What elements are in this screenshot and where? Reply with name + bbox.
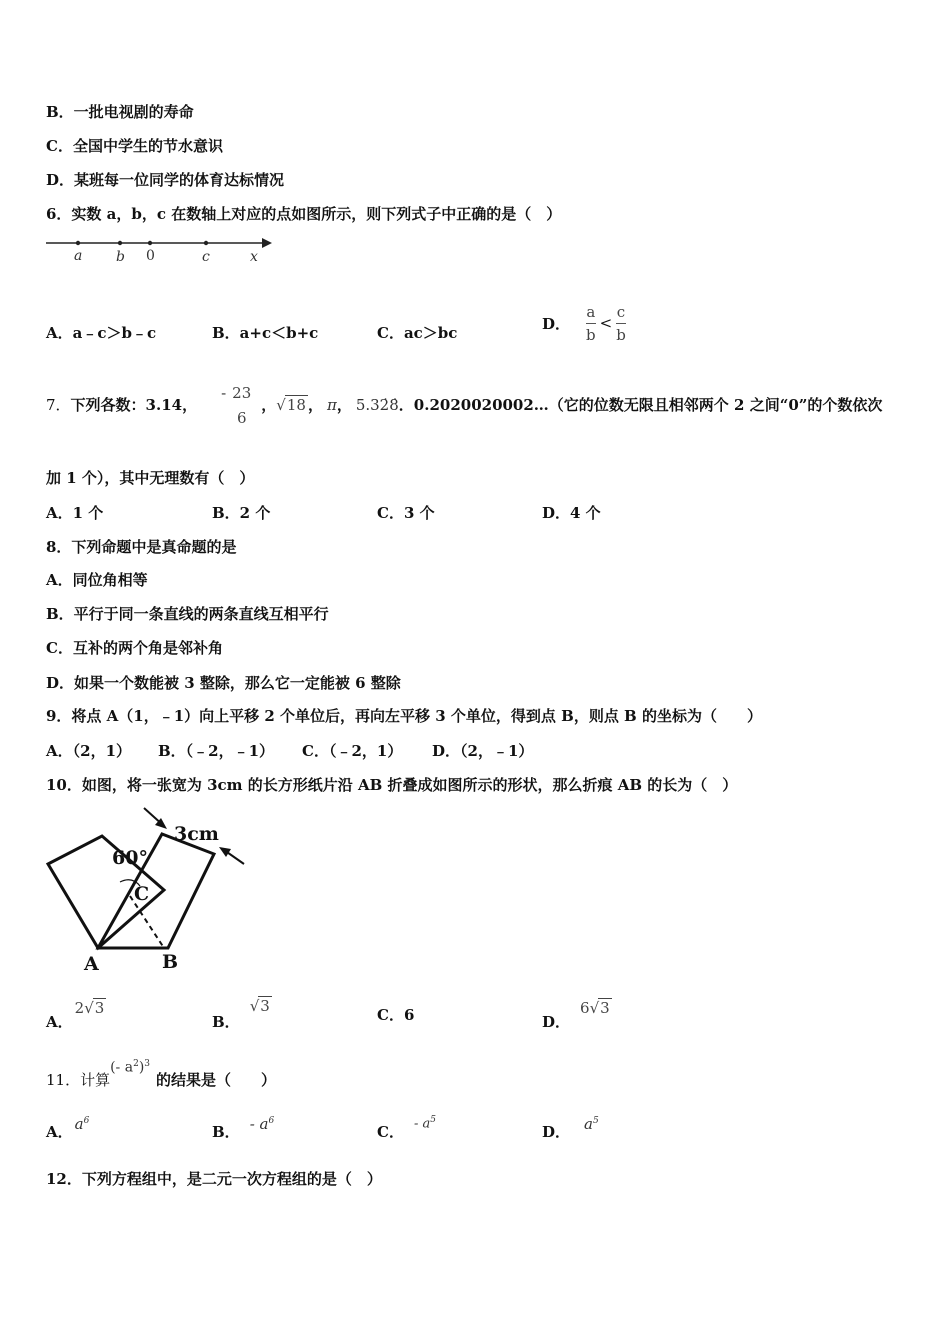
q11-stem-end: 的结果是（ ） [156, 1071, 277, 1089]
q6-option-a: A．a﹣c＞b﹣c [46, 324, 157, 342]
q11-option-d-label: D． [542, 1123, 571, 1141]
q8-option-a: A．同位角相等 [46, 571, 148, 589]
q7-comma-2: ， [307, 396, 323, 414]
label-c: c [202, 249, 210, 265]
q11-c-exp: 5 [430, 1114, 436, 1125]
q5-option-b: B．一批电视剧的寿命 [46, 103, 194, 121]
q11-option-a-label: A． [46, 1123, 73, 1141]
q11-option-d-value [584, 1111, 599, 1134]
q7-option-a: A．1 个 [46, 504, 104, 522]
q11-option-b [212, 1110, 274, 1142]
arrow-bottom-icon [219, 847, 231, 857]
label-zero: 0 [146, 248, 155, 264]
q11-exp-outer: 3 [144, 1059, 151, 1070]
q10-option-b-value: √3 [249, 997, 270, 1015]
point-zero [148, 241, 152, 245]
q5-option-d: D．某班每一位同学的体育达标情况 [46, 171, 285, 189]
number-line-figure [44, 232, 274, 266]
q11-b-base: - a [249, 1115, 269, 1133]
q11-exp-inner: 2 [133, 1059, 139, 1070]
q6-option-b: B．a+c＜b+c [212, 324, 319, 342]
q8-option-c: C．互补的两个角是邻补角 [46, 639, 223, 657]
fig-label-c: C [134, 883, 150, 905]
q10-stem: 10．如图，将一张宽为 3cm 的长方形纸片沿 AB 折叠成如图所示的形状，那么折痕 AB 的长为（ ） [46, 776, 738, 794]
q12-stem: 12．下列方程组中，是二元一次方程组的是（ ） [46, 1170, 382, 1188]
point-a [76, 241, 80, 245]
label-x: x [250, 249, 258, 265]
q7-neg-sign: - [221, 384, 227, 402]
q11-option-c-label: C． [377, 1123, 404, 1141]
q7-option-c: C．3 个 [377, 504, 435, 522]
q7-number: 7． [46, 396, 71, 414]
q10-option-d-value: 6√3 [580, 999, 610, 1017]
q11-expression [110, 1054, 150, 1078]
point-b [118, 241, 122, 245]
q8-option-d: D．如果一个数能被 3 整除，那么它一定能被 6 整除 [46, 674, 401, 692]
fig-label-a: A [84, 953, 99, 975]
q11-expr-base: (- a [110, 1060, 134, 1076]
q7-stem-line2: 加 1 个），其中无理数有（ ） [46, 469, 255, 487]
q11-option-b-value [250, 1111, 275, 1134]
fig-label-60: 60° [112, 847, 148, 869]
q6-stem: 6．实数 a，b，c 在数轴上对应的点如图所示，则下列式子中正确的是（ ） [46, 205, 562, 223]
q8-stem: 8．下列命题中是真命题的是 [46, 538, 237, 556]
less-than: < [599, 314, 613, 332]
q7-repeating-decimal: 5.32̇8̇ [355, 396, 399, 414]
q7-frac-den: 6 [236, 408, 247, 427]
q10-a-radicand: 3 [94, 999, 105, 1017]
q7-sqrt: √18 [276, 396, 306, 414]
q8-option-b: B．平行于同一条直线的两条直线互相平行 [46, 605, 329, 623]
q11-option-a-value [75, 1111, 90, 1134]
q7-stem-start: 下列各数：3.14， [70, 396, 198, 414]
q9-option-d: D．（2，﹣1） [432, 742, 534, 760]
q10-b-radicand: 3 [260, 997, 270, 1015]
q7-stem-end: ．0.2020020002…（它的位数无限且相邻两个 2 之间“0”的个数依次 [398, 396, 883, 414]
point-c [204, 241, 208, 245]
q11-a-exp: 6 [83, 1116, 90, 1126]
frac-den-b2: b [616, 325, 626, 344]
q11-option-c-value [414, 1110, 436, 1134]
frac-num-c: c [616, 302, 626, 321]
frac-a-over-b [586, 303, 596, 344]
q10-option-d [542, 996, 612, 1032]
label-b: b [116, 249, 125, 265]
q9-option-a: A．（2，1） [46, 742, 132, 760]
q10-a-coef: 2 [74, 999, 85, 1017]
q6-option-d-label: D． [542, 314, 571, 333]
q10-d-radicand: 3 [600, 999, 610, 1017]
fig-label-3cm: 3cm [174, 823, 219, 845]
q11-expr-close: ) [138, 1060, 145, 1076]
frac-c-over-b [616, 303, 626, 344]
q7-frac [232, 383, 251, 428]
arrow-head-icon [262, 238, 272, 248]
q10-option-b [212, 996, 272, 1032]
q11-c-base: - a [413, 1116, 431, 1131]
q11-stem [46, 1054, 276, 1090]
q10-option-a-label: A． [46, 1013, 73, 1031]
q7-frac-num: 23 [232, 383, 252, 402]
q11-option-b-label: B． [212, 1123, 240, 1141]
frac-den-b: b [586, 325, 596, 344]
q11-a-base: a [74, 1115, 84, 1133]
q10-d-coef: 6 [580, 999, 590, 1017]
q10-option-d-label: D． [542, 1013, 571, 1031]
q11-stem-start: 11．计算 [46, 1071, 111, 1089]
label-a: a [74, 248, 83, 264]
q11-option-a [46, 1110, 89, 1142]
fig-label-b: B [162, 951, 179, 973]
q10-option-c: C．6 [377, 1006, 415, 1024]
q9-option-c: C．（﹣2，1） [302, 742, 403, 760]
q9-option-b: B．（﹣2，﹣1） [158, 742, 275, 760]
q9-stem: 9．将点 A（1，﹣1）向上平移 2 个单位后，再向左平移 3 个单位，得到点 B，则点 B 的坐标为（ ） [46, 707, 762, 725]
q7-comma-1: ， [261, 396, 277, 414]
folded-paper-figure [40, 806, 250, 976]
q10-option-b-label: B． [212, 1013, 240, 1031]
q7-pi: π [326, 396, 337, 414]
q6-option-d [542, 298, 626, 348]
q11-d-base: a [584, 1115, 593, 1133]
q7-stem [46, 380, 882, 430]
q7-sqrt-radicand: 18 [286, 396, 306, 414]
q7-comma-3: ， [336, 396, 352, 414]
q5-option-c: C．全国中学生的节水意识 [46, 137, 223, 155]
q10-option-a-value: 2√3 [74, 999, 105, 1017]
q7-option-b: B．2 个 [212, 504, 271, 522]
frac-num-a: a [586, 302, 596, 321]
q11-option-d [542, 1110, 599, 1142]
q11-option-c [377, 1110, 436, 1142]
q6-option-c: C．ac＞bc [377, 324, 458, 342]
q11-d-exp: 5 [592, 1116, 599, 1126]
q7-option-d: D．4 个 [542, 504, 601, 522]
q11-b-exp: 6 [268, 1116, 275, 1126]
q10-option-a [46, 996, 106, 1032]
